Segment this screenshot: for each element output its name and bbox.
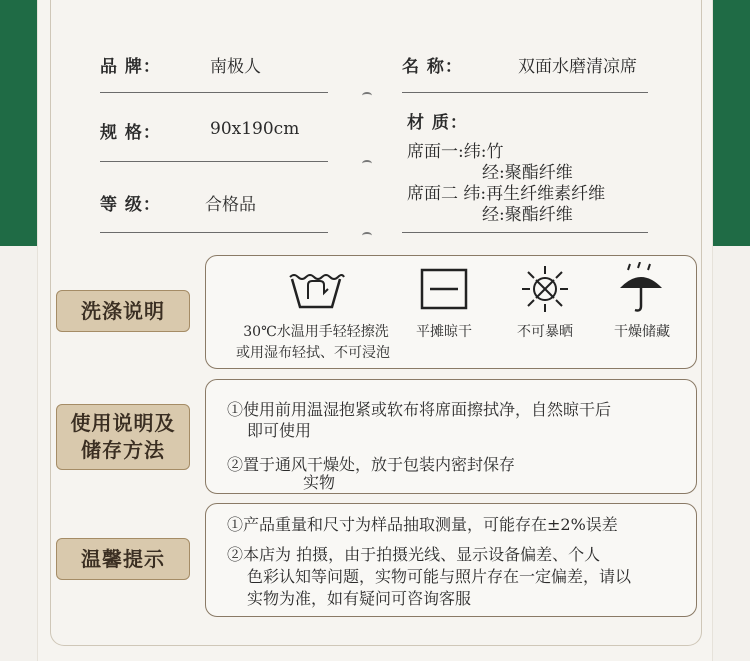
usage-line-3: ②置于通风干燥处，放于包装内密封保存 <box>227 455 516 474</box>
material-line-4: 经:聚酯纤维 <box>482 205 573 225</box>
hand-wash-label-1: 30℃水温用手轻轻擦洗 <box>243 324 389 340</box>
flat-dry-label: 平摊晾干 <box>416 324 472 340</box>
divider-mark <box>362 92 372 99</box>
material-line-1: 席面一:纬:竹 <box>407 142 504 162</box>
brand-rule <box>100 92 328 93</box>
brand-label: 品 牌： <box>100 57 161 77</box>
notice-line-4: 实物为准，如有疑问可咨询客服 <box>247 589 472 608</box>
name-value: 双面水磨清凉席 <box>518 57 637 77</box>
size-label: 规 格： <box>100 123 161 143</box>
divider-mark <box>362 160 372 167</box>
dry-storage-icon <box>616 262 666 314</box>
usage-tag-line-1: 使用说明及 <box>70 411 176 435</box>
flat-dry-icon <box>420 268 468 310</box>
usage-tag <box>56 404 190 470</box>
grade-label: 等 级： <box>100 195 161 215</box>
material-rule <box>402 232 648 233</box>
name-label: 名 称： <box>402 57 463 77</box>
hand-wash-label-2: 或用湿布轻拭、不可浸泡 <box>236 345 390 361</box>
washing-tag: 洗涤说明 <box>56 290 190 332</box>
size-value: 90x190cm <box>210 119 300 139</box>
brand-value: 南极人 <box>210 57 261 77</box>
usage-line-4: 实物 <box>303 473 336 492</box>
no-sun-icon <box>520 264 570 314</box>
notice-line-2: ②本店为 拍摄，由于拍摄光线、显示设备偏差、个人 <box>227 545 601 564</box>
size-rule <box>100 161 328 162</box>
notice-line-1: ①产品重量和尺寸为样品抽取测量，可能存在±2%误差 <box>227 515 618 534</box>
material-line-2: 经:聚酯纤维 <box>482 163 573 183</box>
usage-line-2: 即可使用 <box>247 421 312 440</box>
no-sun-label: 不可暴晒 <box>517 324 573 340</box>
divider-mark <box>362 232 372 239</box>
material-line-3: 席面二 纬:再生纤维素纤维 <box>407 184 606 204</box>
name-rule <box>402 92 648 93</box>
notice-tag: 温馨提示 <box>56 538 190 580</box>
material-label: 材 质： <box>407 113 468 133</box>
grade-value: 合格品 <box>205 195 256 215</box>
usage-tag-line-2: 储存方法 <box>81 438 165 462</box>
notice-line-3: 色彩认知等问题，实物可能与照片存在一定偏差，请以 <box>247 567 632 586</box>
hand-wash-icon <box>286 263 346 313</box>
grade-rule <box>100 232 328 233</box>
usage-line-1: ①使用前用温湿抱紧或软布将席面擦拭净，自然晾干后 <box>227 400 612 419</box>
dry-storage-label: 干燥储藏 <box>614 324 670 340</box>
